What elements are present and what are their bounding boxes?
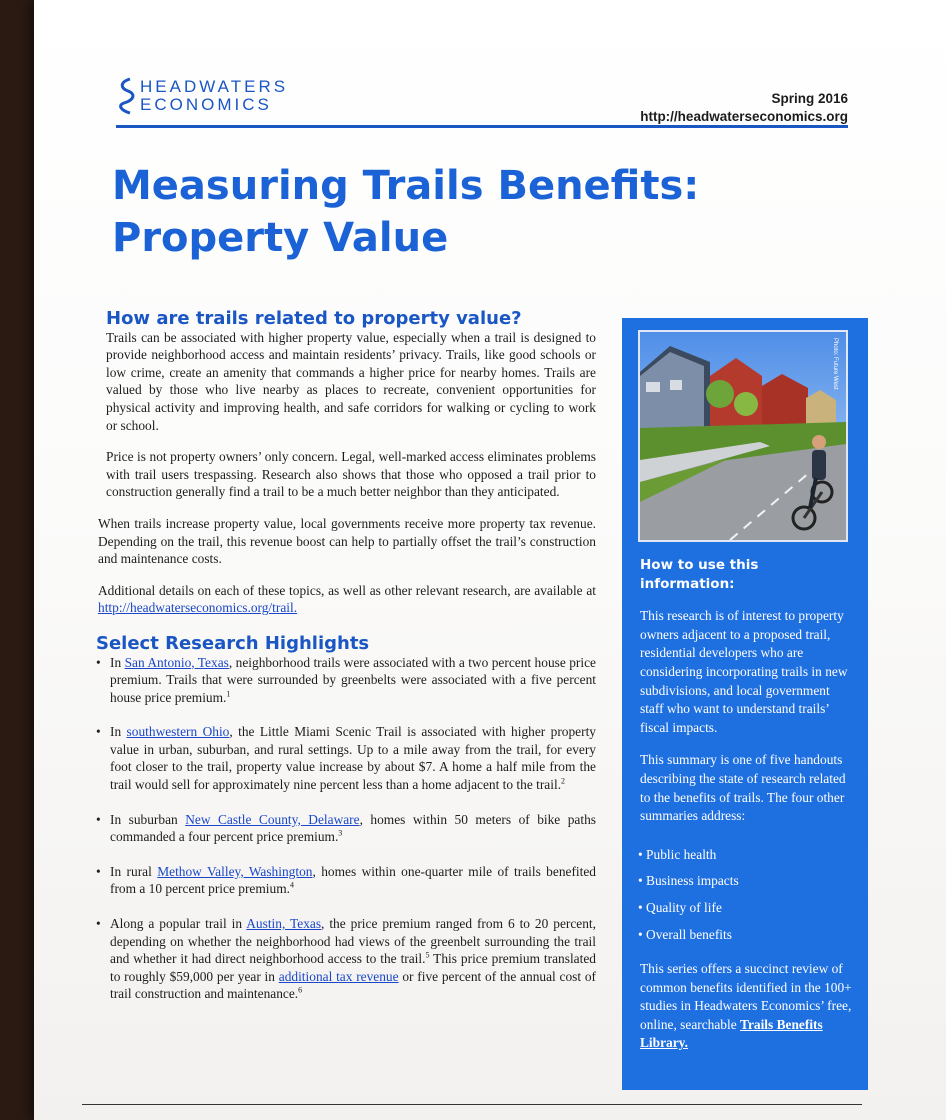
highlight-item (100, 863, 596, 898)
austin-texas-link[interactable]: Austin, Texas (246, 916, 322, 932)
tax-revenue-link[interactable]: additional tax revenue (278, 968, 399, 984)
main-column (96, 310, 596, 1020)
summary-item: • Business impacts (638, 872, 852, 891)
san-antonio-link[interactable]: San Antonio, Texas (124, 654, 229, 670)
trail-photo (638, 330, 848, 542)
summary-item: • Overall benefits (638, 926, 852, 945)
highlight-text: , homes within one-quarter mile of trails benefited from a 10 percent price premium. (110, 863, 597, 897)
title-line-1: Measuring Trails Benefits: (112, 163, 700, 209)
summaries-list (638, 846, 852, 944)
highlight-text: In rural (110, 863, 158, 879)
highlight-text: This price premium translated to roughly $59,000 per year in (110, 951, 596, 984)
section-heading-property: How are trails related to property value? (106, 308, 522, 329)
sidebar-paragraph-3-text: This series offers a succinct review of common benefits identified in the 100+ studies in Headwaters Economics’ free, online, searchable (640, 961, 852, 1032)
cyclist-neighborhood-image (640, 332, 846, 540)
highlight-item (100, 654, 596, 707)
summary-item: • Quality of life (638, 899, 852, 918)
highlights-list (96, 654, 596, 1004)
info-sidebar (622, 318, 868, 1090)
sidebar-paragraph-3 (640, 960, 852, 1053)
highlight-text: , neighborhood trails were associated with a two percent house price premium. Trails that were surrounded by greenbelts were associated with a five percent house price premium. (110, 654, 596, 705)
highlight-text: In (110, 654, 125, 670)
new-castle-county-link[interactable]: New Castle County, Delaware (185, 811, 360, 827)
footnote-ref: 6 (298, 985, 303, 995)
sidebar-paragraph-2: This summary is one of five handouts describing the state of research related to the benefits of trails. The four other summaries address: (640, 752, 846, 824)
title-line-2: Property Value (112, 215, 449, 261)
trail-research-link[interactable]: http://headwaterseconomics.org/trail. (98, 600, 298, 616)
trails-benefits-library-link[interactable]: Trails Benefits Library. (640, 1016, 823, 1051)
paragraph-3: When trails increase property value, local governments receive more property tax revenue. Depending on the trail, this revenue boost can help to partially offset the trail’s construction and maintenance costs. (98, 515, 596, 567)
section-heading-highlights: Select Research Highlights (96, 632, 370, 654)
photo-credit: Photo: Future West (832, 338, 838, 390)
footnote-ref: 2 (561, 776, 566, 786)
footnote-ref: 1 (226, 689, 231, 699)
highlight-text: , homes within 50 meters of bike paths commanded a four percent price premium. (110, 811, 596, 845)
southwestern-ohio-link[interactable]: southwestern Ohio (126, 724, 230, 740)
footer-rule (82, 1104, 862, 1105)
header-url: http://headwaterseconomics.org (640, 109, 848, 124)
paragraph-2: Price is not property owners’ only concern. Legal, well-marked access eliminates problems with trail users trespassing. Research also shows that those who opposed a trail prior to construction generally find a trail to be a much better neighbor than they anticipated. (106, 449, 596, 500)
methow-valley-link[interactable]: Methow Valley, Washington (157, 863, 313, 879)
logo-line-1: HEADWATERS (140, 77, 289, 96)
highlight-text: In suburban (110, 811, 186, 827)
highlight-text: , the price premium ranged from 6 to 20 percent, depending on whether the neighborhood had views of the greenbelt surrounding the trail and whether it had direct neighborhood access to the trail. (110, 916, 596, 967)
footnote-ref: 3 (338, 828, 343, 838)
highlight-item (100, 915, 596, 1003)
summary-item: • Public health (638, 846, 852, 865)
paragraph-4-text: Additional details on each of these topics, as well as other relevant research, are available at (98, 582, 596, 598)
highlight-text: or five percent of the annual cost of trail construction and maintenance. (110, 968, 597, 1002)
highlight-item (100, 811, 596, 846)
page-title (112, 160, 699, 264)
river-logo-icon (116, 76, 136, 116)
highlight-text: , the Little Miami Scenic Trail is associated with higher property value in urban, suburban, and rural settings. Up to a mile away from the trail, for every foot closer to the trail, property value increase by about $7. A home a half mile from the trail would sell for approximately nine percent less than a home adjacent to the trail. (110, 724, 596, 793)
highlight-item (100, 723, 596, 793)
footnote-ref: 5 (425, 950, 430, 960)
highlight-text: In (110, 724, 127, 740)
paragraph-1: Trails can be associated with higher property value, especially when a trail is designed to provide neighborhood access and maintain residents’ privacy. Trails, like good schools or low crime, create an amenity that commands a higher price for nearby homes. Trails are valued by those who live nearby as places to recreate, convenient opportunities for physical activity and improving health, and safe corridors for walking or cycling to work or school. (106, 329, 596, 433)
highlight-text: Along a popular trail in (110, 916, 247, 932)
footnote-ref: 4 (289, 880, 294, 890)
header-meta (640, 90, 848, 126)
logo-line-2: ECONOMICS (140, 95, 272, 114)
sidebar-heading: How to use this information: (640, 557, 759, 592)
season-label: Spring 2016 (771, 91, 848, 106)
header-rule (116, 125, 848, 128)
sidebar-paragraph-1: This research is of interest to property owners adjacent to a proposed trail, residential developers who are considering incorporating trails in new subdivisions, and local government staff who want to understand trails’ fiscal impacts. (640, 608, 848, 735)
paragraph-4 (98, 582, 596, 617)
headwaters-logo (116, 76, 288, 116)
